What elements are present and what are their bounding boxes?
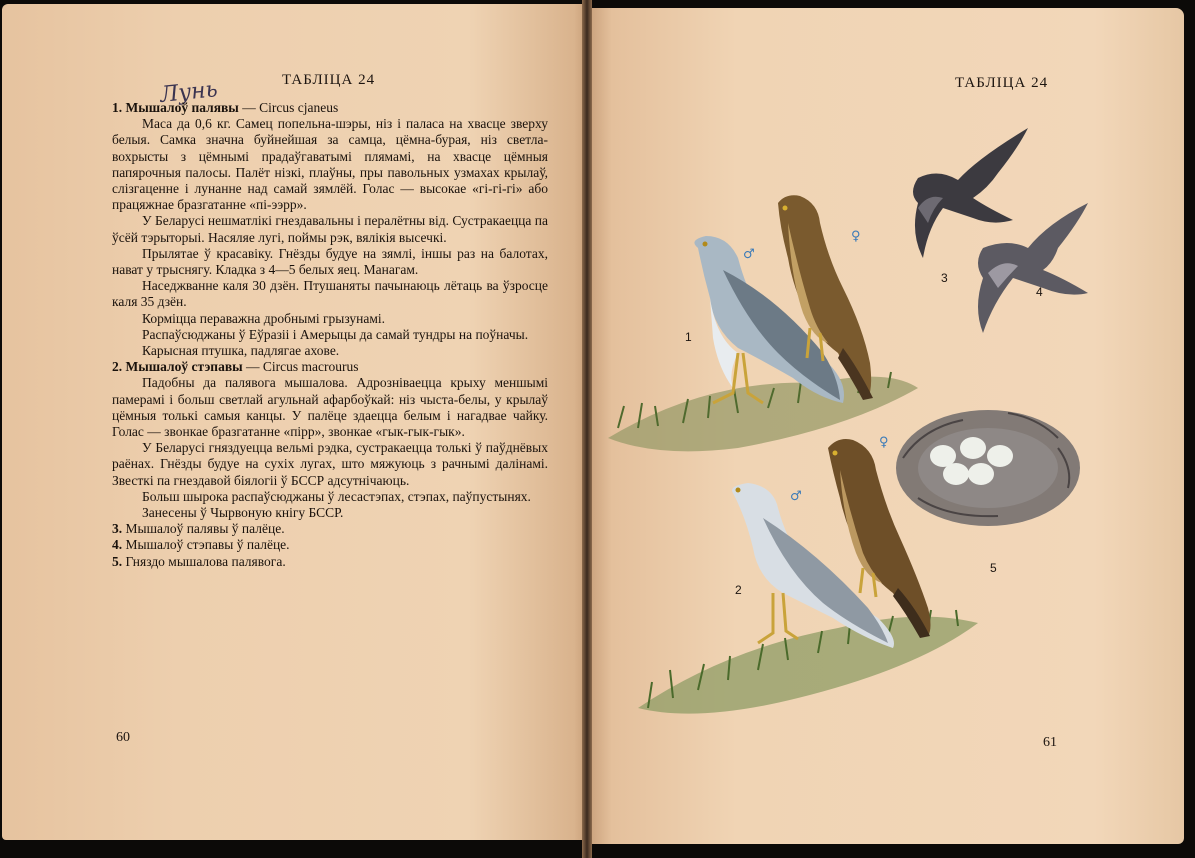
- left-page-header: ТАБЛІЦА 24: [282, 72, 376, 88]
- species2-paragraph: Занесены ў Чырвоную кнігу БССР.: [142, 505, 344, 521]
- species2-paragraph: У Беларусі гняздуецца вельмі рэдка, сустракаецца толькі ў паўднёвых раёнах. Гнёзды будуе на сухіх лугах, што мяжуюць з рачнымі далінамі. Звесткі па гнездавой біялогіі ў БССР адсутнічаюць.: [112, 440, 548, 488]
- species1-latin: — Circus cjaneus: [238, 100, 339, 115]
- species1-paragraph: Маса да 0,6 кг. Самец попельна-шэры, ніз і паласа на хвасце зверху белыя. Самка значна буйнейшая за самца, цёмна-бурая, ніз светла-вохрысты з цёмнымі прадаўгаватымі плямамі, на хвасце цёмныя папярочныя палосы. Палёт нізкі, плаўны, пры павольных узмахах крылаў, слізгаценне і лунанне над самай зямлёй. Голас — высокае «гі-гі-гі» або працяжнае бразгатанне «пі-ээрр».: [112, 116, 548, 213]
- species2-paragraph: Больш шырока распаўсюджаны ў лесастэпах, стэпах, паўпустынях.: [142, 488, 531, 504]
- right-page-header: ТАБЛІЦА 24: [955, 75, 1049, 91]
- species1-paragraph: У Беларусі нешматлікі гнездавальны і пералётны від. Сустракаецца па ўсёй тэрыторыі. Насяляе лугі, поймы рэк, вялікія высечкі.: [112, 213, 548, 245]
- species1-name: Мышалоў палявы: [125, 100, 239, 115]
- legend-item: 5. Гняздо мышалова палявога.: [112, 553, 286, 569]
- figure-label-4: 4: [1036, 285, 1043, 299]
- male-symbol: ♂: [743, 247, 755, 262]
- species2-heading: 2. Мышалоў стэпавы — Circus macrourus: [112, 359, 359, 375]
- hen-harrier-in-flight: [913, 128, 1028, 258]
- handwritten-note: Лунь: [158, 77, 219, 108]
- figure-label-1: 1: [685, 330, 692, 344]
- female-symbol: ♀: [851, 229, 861, 244]
- species1-paragraph: Прылятае ў красавіку. Гнёзды будуе на зямлі, іншы раз на балотах, нават у трыснягу. Кладка з 4—5 белых яец. Манагам.: [112, 245, 548, 278]
- species2-latin: — Circus macrourus: [242, 359, 359, 375]
- species1-paragraph: Корміцца пераважна дробнымі грызунамі.: [142, 310, 386, 326]
- bird-illustration-plate: [588, 8, 1184, 838]
- legend-item: 3. Мышалоў палявы ў палёце.: [112, 521, 285, 537]
- figure-label-5: 5: [990, 561, 997, 575]
- female-symbol: ♀: [879, 435, 889, 450]
- species2-paragraph: Падобны да палявога мышалова. Адрозніваецца крыху меншымі памерамі і больш светлай агульнай афарбоўкай: ніз чыста-белы, у крылаў цёмныя толькі самыя канцы. У палёце здаецца белым і нагадвае чайку. Голас — звонкае бразгатанне «пірр», звонкае «гык-гык-гык».: [112, 375, 548, 440]
- nest-with-eggs: [896, 410, 1080, 526]
- left-page-number: 60: [116, 730, 130, 745]
- species1-paragraph: Распаўсюджаны ў Еўразіі і Амерыцы да самай тундры на поўначы.: [142, 326, 529, 342]
- right-page-number: 61: [1043, 735, 1057, 750]
- figure-label-2: 2: [735, 583, 742, 597]
- figure-label-3: 3: [941, 271, 948, 285]
- species1-paragraph: Наседжванне каля 30 дзён. Птушаняты пачынаюць лётаць ва ўзросце каля 35 дзён.: [112, 278, 548, 310]
- grass-patch-top: [608, 372, 918, 451]
- male-symbol: ♂: [790, 489, 802, 504]
- species1-paragraph: Карысная птушка, падлягае ахове.: [142, 343, 340, 359]
- legend-item: 4. Мышалоў стэпавы ў палёце.: [112, 537, 290, 553]
- species2-name: Мышалоў стэпавы: [125, 359, 243, 375]
- left-page-text: [112, 100, 548, 570]
- species1-heading: 1. Мышалоў палявы — Circus cjaneus: [112, 100, 339, 115]
